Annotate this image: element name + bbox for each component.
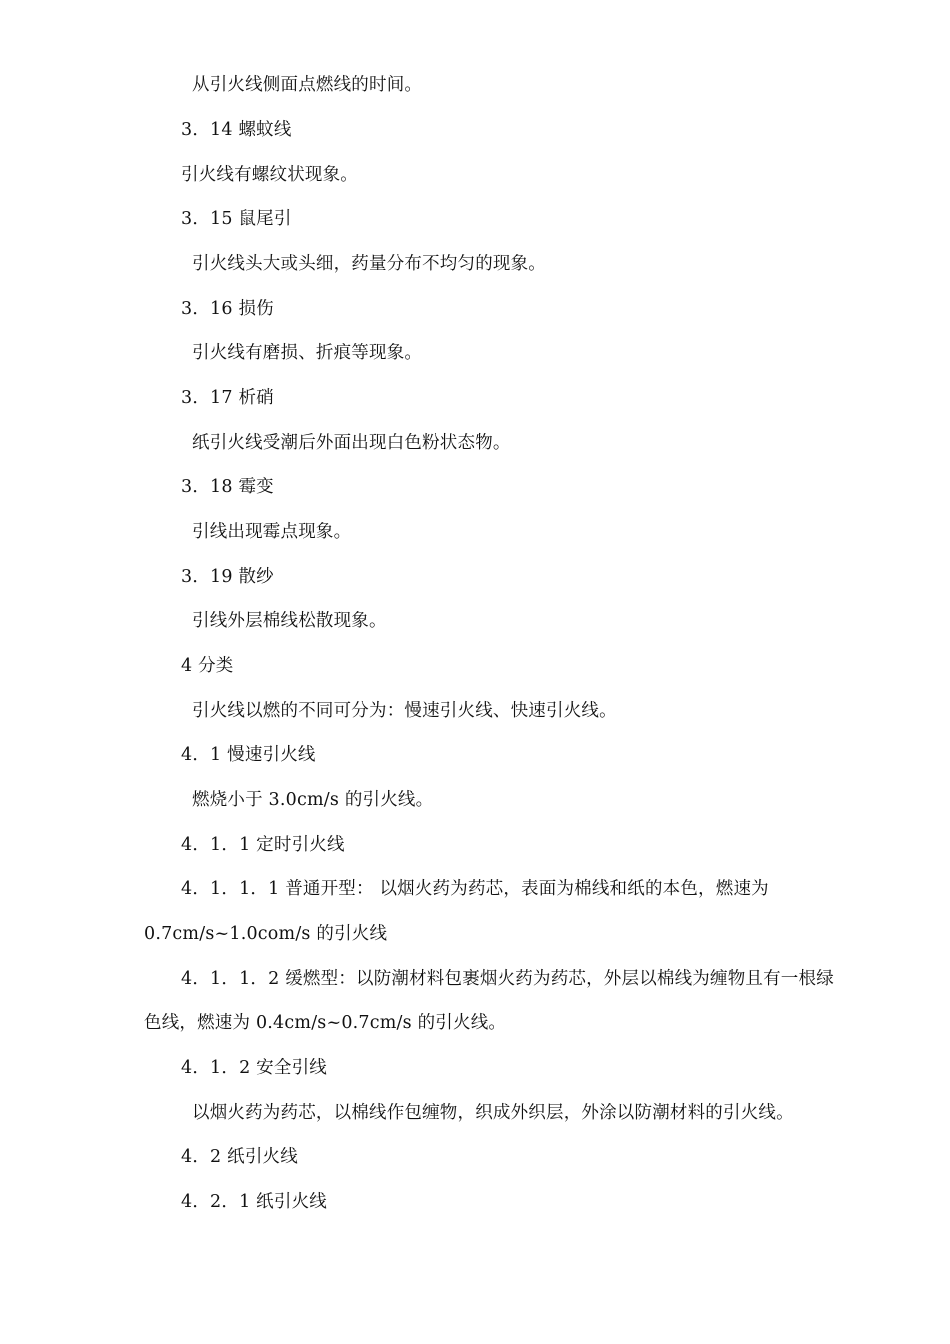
section-heading-4: 4 分类: [181, 656, 234, 676]
text-line: 引火线头大或头细，药量分布不均匀的现象。: [192, 254, 546, 274]
section-heading-3-18: 3．18 霉变: [181, 477, 274, 497]
text-line: 引火线有磨损、折痕等现象。: [192, 343, 423, 363]
section-heading-4-1: 4．1 慢速引火线: [181, 745, 316, 765]
text-line: 色线，燃速为 0.4cm/s~0.7cm/s 的引火线。: [144, 1013, 507, 1033]
section-heading-4-2: 4．2 纸引火线: [181, 1147, 298, 1167]
text-line: 引线外层棉线松散现象。: [192, 611, 387, 631]
section-heading-4-1-2: 4．1．2 安全引线: [181, 1058, 327, 1078]
text-line: 4．1．1．2 缓燃型：以防潮材料包裹烟火药为药芯，外层以棉线为缠物且有一根绿: [181, 969, 834, 989]
text-line: 引火线以燃的不同可分为：慢速引火线、快速引火线。: [192, 701, 617, 721]
text-line: 0.7cm/s~1.0com/s 的引火线: [144, 924, 388, 944]
text-line: 纸引火线受潮后外面出现白色粉状态物。: [192, 433, 511, 453]
text-line: 以烟火药为药芯，以棉线作包缠物，织成外织层，外涂以防潮材料的引火线。: [192, 1103, 794, 1123]
text-line: 引线出现霉点现象。: [192, 522, 352, 542]
section-heading-3-17: 3．17 析硝: [181, 388, 274, 408]
section-heading-3-15: 3．15 鼠尾引: [181, 209, 292, 229]
section-heading-4-2-1: 4．2．1 纸引火线: [181, 1192, 327, 1212]
section-heading-3-16: 3．16 损伤: [181, 299, 274, 319]
text-line: 从引火线侧面点燃线的时间。: [192, 75, 423, 95]
section-heading-3-19: 3．19 散纱: [181, 567, 274, 587]
text-line: 4．1．1．1 普通开型： 以烟火药为药芯，表面为棉线和纸的本色，燃速为: [181, 879, 769, 899]
text-line: 引火线有螺纹状现象。: [181, 165, 358, 185]
section-heading-4-1-1: 4．1．1 定时引火线: [181, 835, 345, 855]
section-heading-3-14: 3．14 螺蚊线: [181, 120, 292, 140]
text-line: 燃烧小于 3.0cm/s 的引火线。: [192, 790, 434, 810]
